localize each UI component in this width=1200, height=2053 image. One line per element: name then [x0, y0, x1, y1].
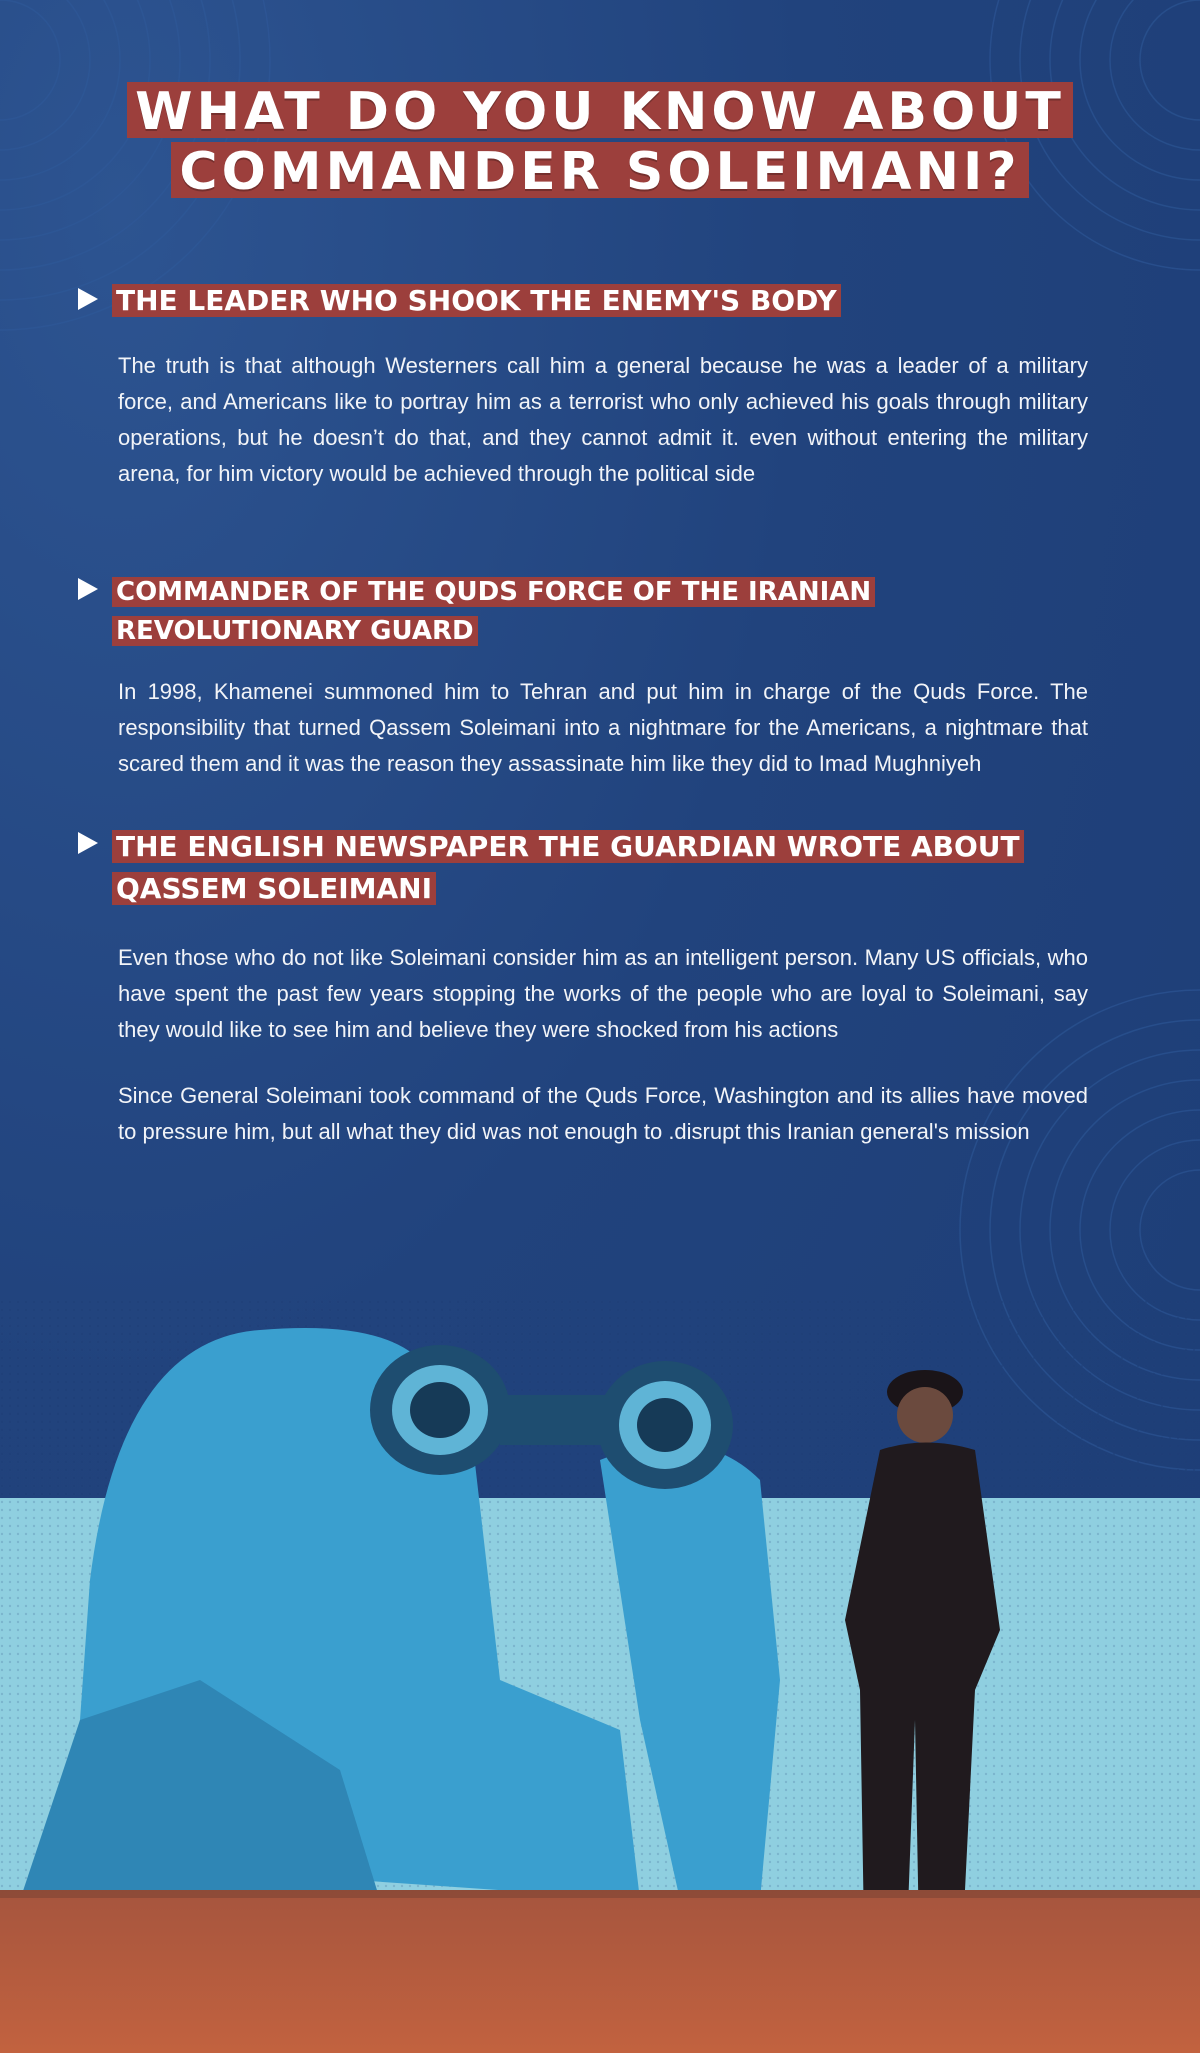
section-body: Even those who do not like Soleimani consider him as an intelligent person. Many US officials, who have spent the past few years stopping the works of the people who are loyal to Soleimani, say they would like to see him and believe they were shocked from his actions: [118, 945, 1088, 1042]
section-leader: [78, 282, 1088, 492]
section-body: In 1998, Khamenei summoned him to Tehran and put him in charge of the Quds Force. The responsibility that turned Qassem Soleimani into a nightmare for the Americans, a nightmare that scared them and it was the reason they assassinate him like they did to Imad Mughniyeh: [118, 679, 1088, 776]
section-heading-text: THE ENGLISH NEWSPAPER THE GUARDIAN WROTE ABOUT QASSEM SOLEIMANI: [112, 830, 1024, 905]
title-line-2: COMMANDER SOLEIMANI?: [171, 142, 1028, 198]
section-heading: [78, 282, 1088, 320]
play-arrow-icon: [78, 832, 98, 854]
page-title: [0, 80, 1200, 200]
play-arrow-icon: [78, 578, 98, 600]
section-body-2: Since General Soleimani took command of the Quds Force, Washington and its allies have moved to pressure him, but all what they did was not enough to .disrupt this Iranian general's mission: [118, 1083, 1088, 1144]
collage-photo: [0, 1300, 1200, 2053]
title-line-1: WHAT DO YOU KNOW ABOUT: [127, 82, 1073, 138]
section-body: The truth is that although Westerners call him a general because he was a leader of a military force, and Americans like to portray him as a terrorist who only achieved his goals through military operations, but he doesn’t do that, and they cannot admit it. even without entering the military arena, for him victory would be achieved through the political side: [118, 353, 1088, 486]
section-quds-force: [78, 572, 1088, 782]
section-heading-text: COMMANDER OF THE QUDS FORCE OF THE IRANIAN REVOLUTIONARY GUARD: [112, 577, 875, 646]
section-heading: [78, 826, 1088, 910]
section-heading: [78, 572, 1088, 650]
section-guardian: [78, 826, 1088, 1150]
play-arrow-icon: [78, 288, 98, 310]
section-heading-text: THE LEADER WHO SHOOK THE ENEMY'S BODY: [112, 284, 841, 317]
